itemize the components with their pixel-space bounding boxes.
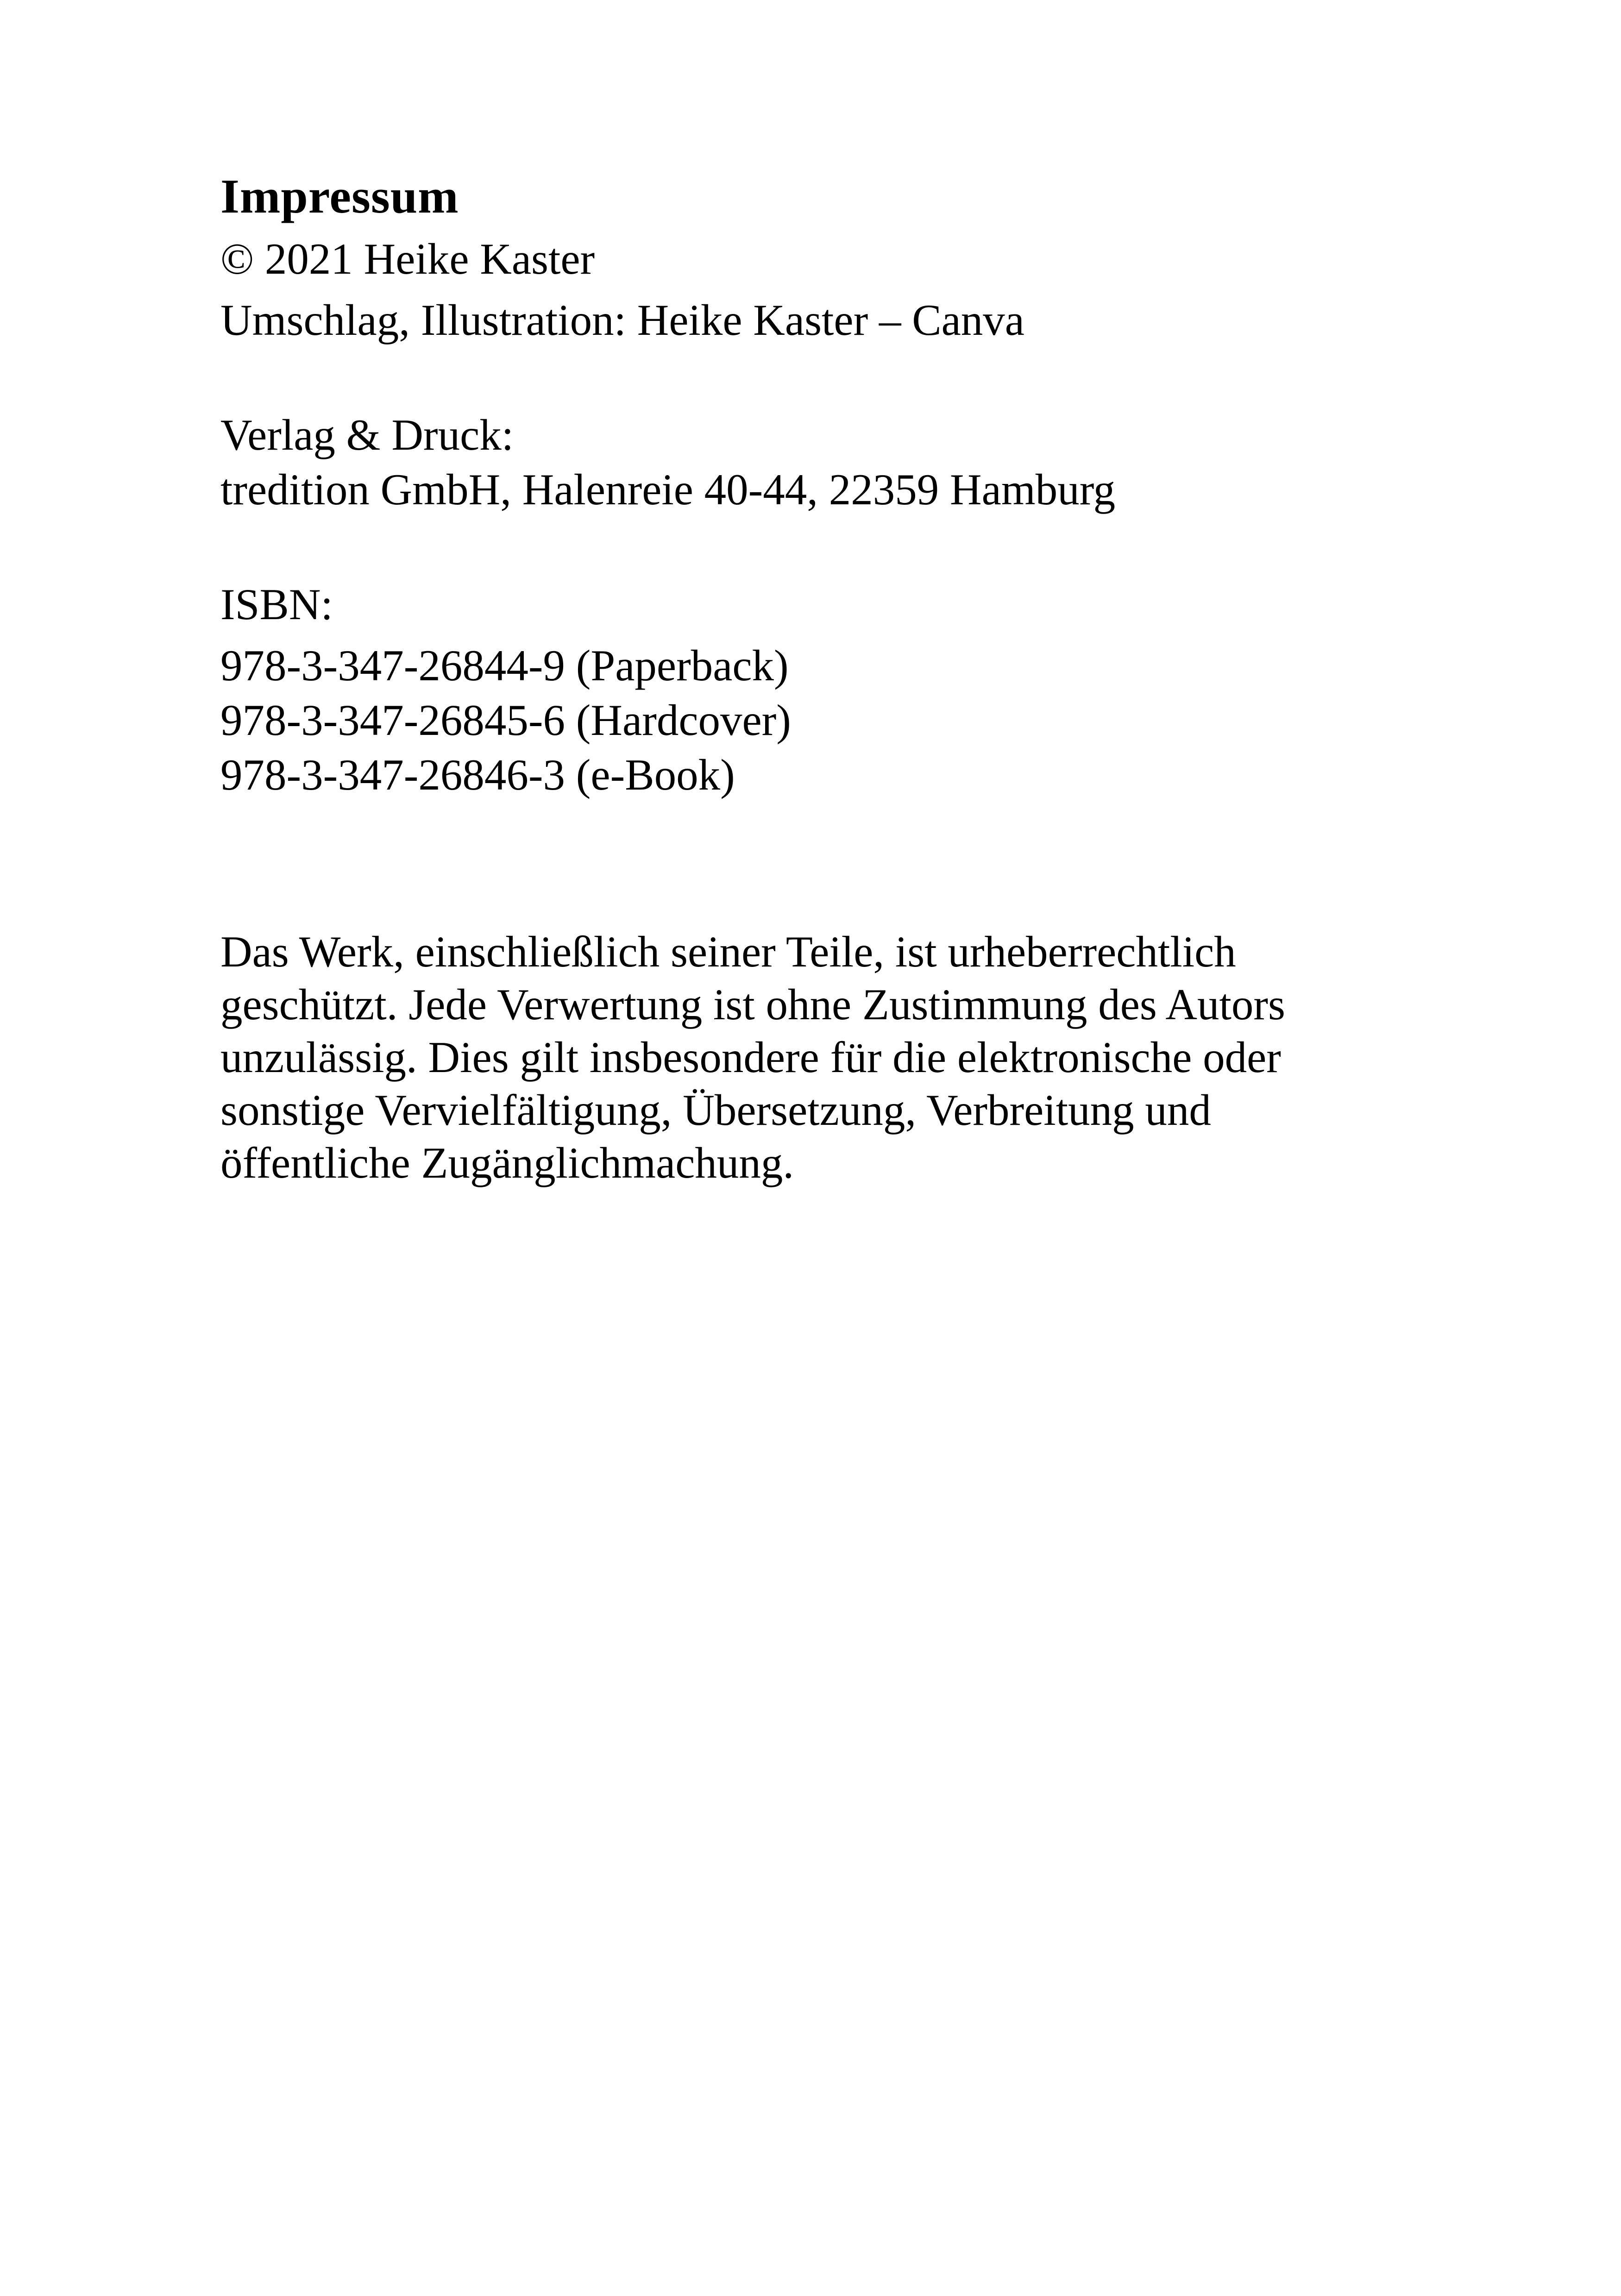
isbn-ebook: 978-3-347-26846-3 (e-Book) — [220, 750, 735, 799]
isbn-block — [220, 577, 1471, 802]
publisher-address: tredition GmbH, Halenreie 40-44, 22359 Hamburg — [220, 465, 1116, 514]
impressum-header-block — [220, 167, 1471, 347]
legal-line: sonstige Vervielfältigung, Übersetzung, Verbreitung und — [220, 1085, 1211, 1135]
cover-credit-line: Umschlag, Illustration: Heike Kaster – Canva — [220, 295, 1024, 345]
legal-line: öffentliche Zugänglichmachung. — [220, 1138, 794, 1187]
page-title: Impressum — [220, 169, 459, 223]
isbn-hardcover: 978-3-347-26845-6 (Hardcover) — [220, 696, 791, 745]
legal-line: geschützt. Jede Verwertung ist ohne Zustimmung des Autors — [220, 980, 1286, 1029]
copyright-line: © 2021 Heike Kaster — [220, 234, 595, 283]
legal-line: unzulässig. Dies gilt insbesondere für die elektronische oder — [220, 1033, 1281, 1082]
isbn-label: ISBN: — [220, 580, 333, 629]
publisher-block — [220, 408, 1471, 517]
copyright-notice — [220, 925, 1471, 1189]
isbn-paperback: 978-3-347-26844-9 (Paperback) — [220, 641, 789, 690]
publisher-label: Verlag & Druck: — [220, 410, 514, 459]
legal-line: Das Werk, einschließlich seiner Teile, ist urheberrechtlich — [220, 927, 1236, 976]
impressum-content — [220, 167, 1471, 1189]
